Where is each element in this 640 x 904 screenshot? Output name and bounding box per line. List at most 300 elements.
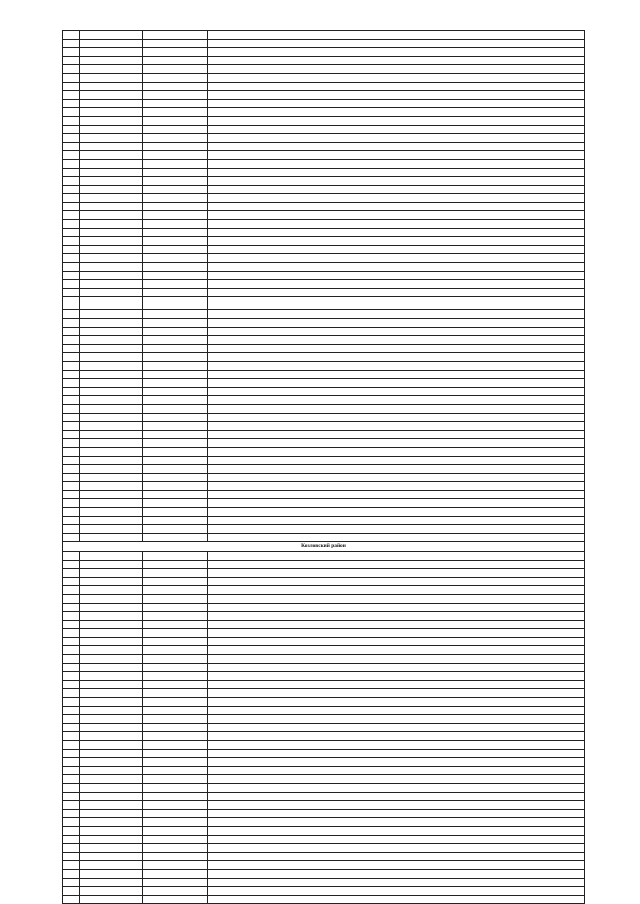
- table-row: [63, 680, 585, 689]
- cadastral-number: [80, 689, 143, 698]
- cadastral-number: [80, 125, 143, 134]
- row-number: [63, 809, 80, 818]
- address: [208, 271, 585, 280]
- address: [208, 31, 585, 40]
- row-number: [63, 482, 80, 491]
- row-number: [63, 560, 80, 569]
- table-row: [63, 396, 585, 405]
- address: [208, 125, 585, 134]
- previous-number: [143, 91, 208, 100]
- table-row: [63, 516, 585, 525]
- previous-number: [143, 353, 208, 362]
- cadastral-number: [80, 142, 143, 151]
- table-row: [63, 525, 585, 534]
- table-row: [63, 844, 585, 853]
- table-row: [63, 319, 585, 328]
- table-row: [63, 758, 585, 767]
- row-number: [63, 39, 80, 48]
- row-number: [63, 228, 80, 237]
- address: [208, 379, 585, 388]
- previous-number: [143, 245, 208, 254]
- table-row: [63, 835, 585, 844]
- register-sheet: [62, 30, 578, 904]
- row-number: [63, 732, 80, 741]
- table-row: [63, 887, 585, 896]
- table-row: [63, 422, 585, 431]
- previous-number: [143, 202, 208, 211]
- address: [208, 473, 585, 482]
- previous-number: [143, 835, 208, 844]
- row-number: [63, 516, 80, 525]
- table-row: [63, 379, 585, 388]
- cadastral-number: [80, 379, 143, 388]
- cadastral-number: [80, 31, 143, 40]
- previous-number: [143, 404, 208, 413]
- row-number: [63, 327, 80, 336]
- table-row: [63, 482, 585, 491]
- previous-number: [143, 809, 208, 818]
- previous-number: [143, 370, 208, 379]
- previous-number: [143, 82, 208, 91]
- table-row: [63, 533, 585, 542]
- row-number: [63, 91, 80, 100]
- address: [208, 801, 585, 810]
- address: [208, 698, 585, 707]
- previous-number: [143, 499, 208, 508]
- row-number: [63, 586, 80, 595]
- cadastral-number: [80, 551, 143, 560]
- cadastral-number: [80, 861, 143, 870]
- row-number: [63, 655, 80, 664]
- table-row: [63, 185, 585, 194]
- address: [208, 387, 585, 396]
- address: [208, 319, 585, 328]
- address: [208, 792, 585, 801]
- cadastral-number: [80, 396, 143, 405]
- address: [208, 672, 585, 681]
- cadastral-number: [80, 801, 143, 810]
- address: [208, 228, 585, 237]
- cadastral-number: [80, 715, 143, 724]
- cadastral-number: [80, 560, 143, 569]
- previous-number: [143, 516, 208, 525]
- address: [208, 844, 585, 853]
- previous-number: [143, 108, 208, 117]
- cadastral-number: [80, 237, 143, 246]
- cadastral-number: [80, 835, 143, 844]
- address: [208, 758, 585, 767]
- row-number: [63, 142, 80, 151]
- table-row: [63, 91, 585, 100]
- address: [208, 361, 585, 370]
- previous-number: [143, 869, 208, 878]
- address: [208, 280, 585, 289]
- row-number: [63, 603, 80, 612]
- row-number: [63, 844, 80, 853]
- table-row: [63, 134, 585, 143]
- row-number: [63, 396, 80, 405]
- row-number: [63, 878, 80, 887]
- address: [208, 185, 585, 194]
- address: [208, 422, 585, 431]
- previous-number: [143, 490, 208, 499]
- row-number: [63, 672, 80, 681]
- address: [208, 82, 585, 91]
- previous-number: [143, 577, 208, 586]
- address: [208, 297, 585, 310]
- table-row: [63, 288, 585, 297]
- address: [208, 456, 585, 465]
- address: [208, 835, 585, 844]
- table-row: [63, 826, 585, 835]
- address: [208, 116, 585, 125]
- cadastral-number: [80, 263, 143, 272]
- previous-number: [143, 482, 208, 491]
- address: [208, 620, 585, 629]
- address: [208, 878, 585, 887]
- table-row: [63, 430, 585, 439]
- row-number: [63, 99, 80, 108]
- table-row: [63, 56, 585, 65]
- address: [208, 194, 585, 203]
- previous-number: [143, 125, 208, 134]
- cadastral-number: [80, 271, 143, 280]
- table-row: [63, 629, 585, 638]
- cadastral-number: [80, 844, 143, 853]
- row-number: [63, 245, 80, 254]
- address: [208, 577, 585, 586]
- row-number: [63, 370, 80, 379]
- cadastral-number: [80, 646, 143, 655]
- previous-number: [143, 603, 208, 612]
- cadastral-number: [80, 280, 143, 289]
- address: [208, 533, 585, 542]
- table-row: [63, 447, 585, 456]
- address: [208, 715, 585, 724]
- row-number: [63, 108, 80, 117]
- address: [208, 818, 585, 827]
- address: [208, 766, 585, 775]
- table-row: [63, 82, 585, 91]
- table-row: [63, 159, 585, 168]
- previous-number: [143, 177, 208, 186]
- previous-number: [143, 185, 208, 194]
- cadastral-number: [80, 655, 143, 664]
- row-number: [63, 637, 80, 646]
- cadastral-number: [80, 194, 143, 203]
- cadastral-number: [80, 482, 143, 491]
- cadastral-number: [80, 698, 143, 707]
- previous-number: [143, 706, 208, 715]
- address: [208, 560, 585, 569]
- table-row: [63, 869, 585, 878]
- previous-number: [143, 194, 208, 203]
- cadastral-number: [80, 254, 143, 263]
- address: [208, 99, 585, 108]
- cadastral-number: [80, 852, 143, 861]
- address: [208, 439, 585, 448]
- section-header-row: [63, 542, 585, 552]
- table-row: [63, 663, 585, 672]
- row-number: [63, 826, 80, 835]
- row-number: [63, 741, 80, 750]
- row-number: [63, 387, 80, 396]
- previous-number: [143, 861, 208, 870]
- row-number: [63, 310, 80, 319]
- cadastral-number: [80, 508, 143, 517]
- table-row: [63, 646, 585, 655]
- previous-number: [143, 895, 208, 904]
- previous-number: [143, 525, 208, 534]
- previous-number: [143, 48, 208, 57]
- row-number: [63, 620, 80, 629]
- table-row: [63, 271, 585, 280]
- previous-number: [143, 237, 208, 246]
- previous-number: [143, 211, 208, 220]
- previous-number: [143, 741, 208, 750]
- table-row: [63, 48, 585, 57]
- cadastral-number: [80, 447, 143, 456]
- previous-number: [143, 560, 208, 569]
- table-row: [63, 404, 585, 413]
- address: [208, 91, 585, 100]
- table-row: [63, 116, 585, 125]
- row-number: [63, 783, 80, 792]
- cadastral-number: [80, 430, 143, 439]
- cadastral-number: [80, 706, 143, 715]
- row-number: [63, 456, 80, 465]
- cadastral-number: [80, 159, 143, 168]
- address: [208, 723, 585, 732]
- table-row: [63, 465, 585, 474]
- previous-number: [143, 336, 208, 345]
- row-number: [63, 413, 80, 422]
- previous-number: [143, 263, 208, 272]
- previous-number: [143, 168, 208, 177]
- previous-number: [143, 629, 208, 638]
- cadastral-number: [80, 878, 143, 887]
- address: [208, 869, 585, 878]
- row-number: [63, 297, 80, 310]
- address: [208, 612, 585, 621]
- previous-number: [143, 473, 208, 482]
- table-row: [63, 741, 585, 750]
- table-row: [63, 792, 585, 801]
- address: [208, 629, 585, 638]
- row-number: [63, 680, 80, 689]
- table-row: [63, 336, 585, 345]
- address: [208, 310, 585, 319]
- row-number: [63, 508, 80, 517]
- address: [208, 370, 585, 379]
- table-row: [63, 228, 585, 237]
- row-number: [63, 766, 80, 775]
- cadastral-number: [80, 327, 143, 336]
- cadastral-number: [80, 680, 143, 689]
- previous-number: [143, 280, 208, 289]
- cadastral-number: [80, 91, 143, 100]
- row-number: [63, 168, 80, 177]
- table-row: [63, 220, 585, 229]
- cadastral-number: [80, 56, 143, 65]
- table-row: [63, 177, 585, 186]
- cadastral-number: [80, 783, 143, 792]
- row-number: [63, 125, 80, 134]
- previous-number: [143, 732, 208, 741]
- row-number: [63, 689, 80, 698]
- previous-number: [143, 663, 208, 672]
- cadastral-number: [80, 310, 143, 319]
- table-row: [63, 108, 585, 117]
- address: [208, 569, 585, 578]
- previous-number: [143, 228, 208, 237]
- address: [208, 465, 585, 474]
- row-number: [63, 569, 80, 578]
- cadastral-number: [80, 228, 143, 237]
- address: [208, 73, 585, 82]
- table-row: [63, 361, 585, 370]
- previous-number: [143, 792, 208, 801]
- row-number: [63, 706, 80, 715]
- row-number: [63, 749, 80, 758]
- cadastral-number: [80, 586, 143, 595]
- previous-number: [143, 655, 208, 664]
- row-number: [63, 159, 80, 168]
- address: [208, 245, 585, 254]
- previous-number: [143, 680, 208, 689]
- table-row: [63, 499, 585, 508]
- address: [208, 706, 585, 715]
- table-row: [63, 723, 585, 732]
- cadastral-number: [80, 439, 143, 448]
- address: [208, 344, 585, 353]
- table-row: [63, 895, 585, 904]
- table-row: [63, 852, 585, 861]
- table-row: [63, 749, 585, 758]
- row-number: [63, 852, 80, 861]
- previous-number: [143, 533, 208, 542]
- table-row: [63, 353, 585, 362]
- cadastral-number: [80, 749, 143, 758]
- cadastral-number: [80, 723, 143, 732]
- address: [208, 65, 585, 74]
- cadastral-number: [80, 620, 143, 629]
- row-number: [63, 185, 80, 194]
- previous-number: [143, 818, 208, 827]
- address: [208, 134, 585, 143]
- cadastral-number: [80, 732, 143, 741]
- address: [208, 732, 585, 741]
- previous-number: [143, 65, 208, 74]
- table-row: [63, 473, 585, 482]
- address: [208, 353, 585, 362]
- cadastral-number: [80, 569, 143, 578]
- row-number: [63, 835, 80, 844]
- previous-number: [143, 551, 208, 560]
- cadastral-number: [80, 826, 143, 835]
- row-number: [63, 48, 80, 57]
- cadastral-number: [80, 603, 143, 612]
- address: [208, 809, 585, 818]
- cadastral-number: [80, 211, 143, 220]
- table-row: [63, 861, 585, 870]
- previous-number: [143, 826, 208, 835]
- cadastral-number: [80, 202, 143, 211]
- table-row: [63, 490, 585, 499]
- row-number: [63, 254, 80, 263]
- row-number: [63, 792, 80, 801]
- table-row: [63, 439, 585, 448]
- address: [208, 499, 585, 508]
- address: [208, 586, 585, 595]
- cadastral-number: [80, 629, 143, 638]
- row-number: [63, 194, 80, 203]
- address: [208, 826, 585, 835]
- cadastral-number: [80, 370, 143, 379]
- table-row: [63, 577, 585, 586]
- cadastral-number: [80, 168, 143, 177]
- previous-number: [143, 569, 208, 578]
- previous-number: [143, 723, 208, 732]
- address: [208, 396, 585, 405]
- previous-number: [143, 271, 208, 280]
- table-row: [63, 612, 585, 621]
- address: [208, 689, 585, 698]
- previous-number: [143, 379, 208, 388]
- table-row: [63, 809, 585, 818]
- row-number: [63, 473, 80, 482]
- table-row: [63, 297, 585, 310]
- cadastral-number: [80, 818, 143, 827]
- row-number: [63, 280, 80, 289]
- table-row: [63, 125, 585, 134]
- cadastral-number: [80, 516, 143, 525]
- row-number: [63, 65, 80, 74]
- address: [208, 177, 585, 186]
- cadastral-number: [80, 422, 143, 431]
- address: [208, 263, 585, 272]
- address: [208, 48, 585, 57]
- address: [208, 516, 585, 525]
- row-number: [63, 379, 80, 388]
- row-number: [63, 151, 80, 160]
- cadastral-number: [80, 612, 143, 621]
- cadastral-number: [80, 490, 143, 499]
- previous-number: [143, 801, 208, 810]
- cadastral-number: [80, 108, 143, 117]
- cadastral-number: [80, 82, 143, 91]
- previous-number: [143, 439, 208, 448]
- row-number: [63, 319, 80, 328]
- address: [208, 288, 585, 297]
- address: [208, 603, 585, 612]
- table-row: [63, 706, 585, 715]
- address: [208, 237, 585, 246]
- previous-number: [143, 151, 208, 160]
- cadastral-number: [80, 134, 143, 143]
- cadastral-number: [80, 895, 143, 904]
- cadastral-number: [80, 456, 143, 465]
- previous-number: [143, 327, 208, 336]
- row-number: [63, 465, 80, 474]
- table-row: [63, 151, 585, 160]
- row-number: [63, 116, 80, 125]
- address: [208, 861, 585, 870]
- row-number: [63, 490, 80, 499]
- table-row: [63, 586, 585, 595]
- cadastral-number: [80, 297, 143, 310]
- table-row: [63, 732, 585, 741]
